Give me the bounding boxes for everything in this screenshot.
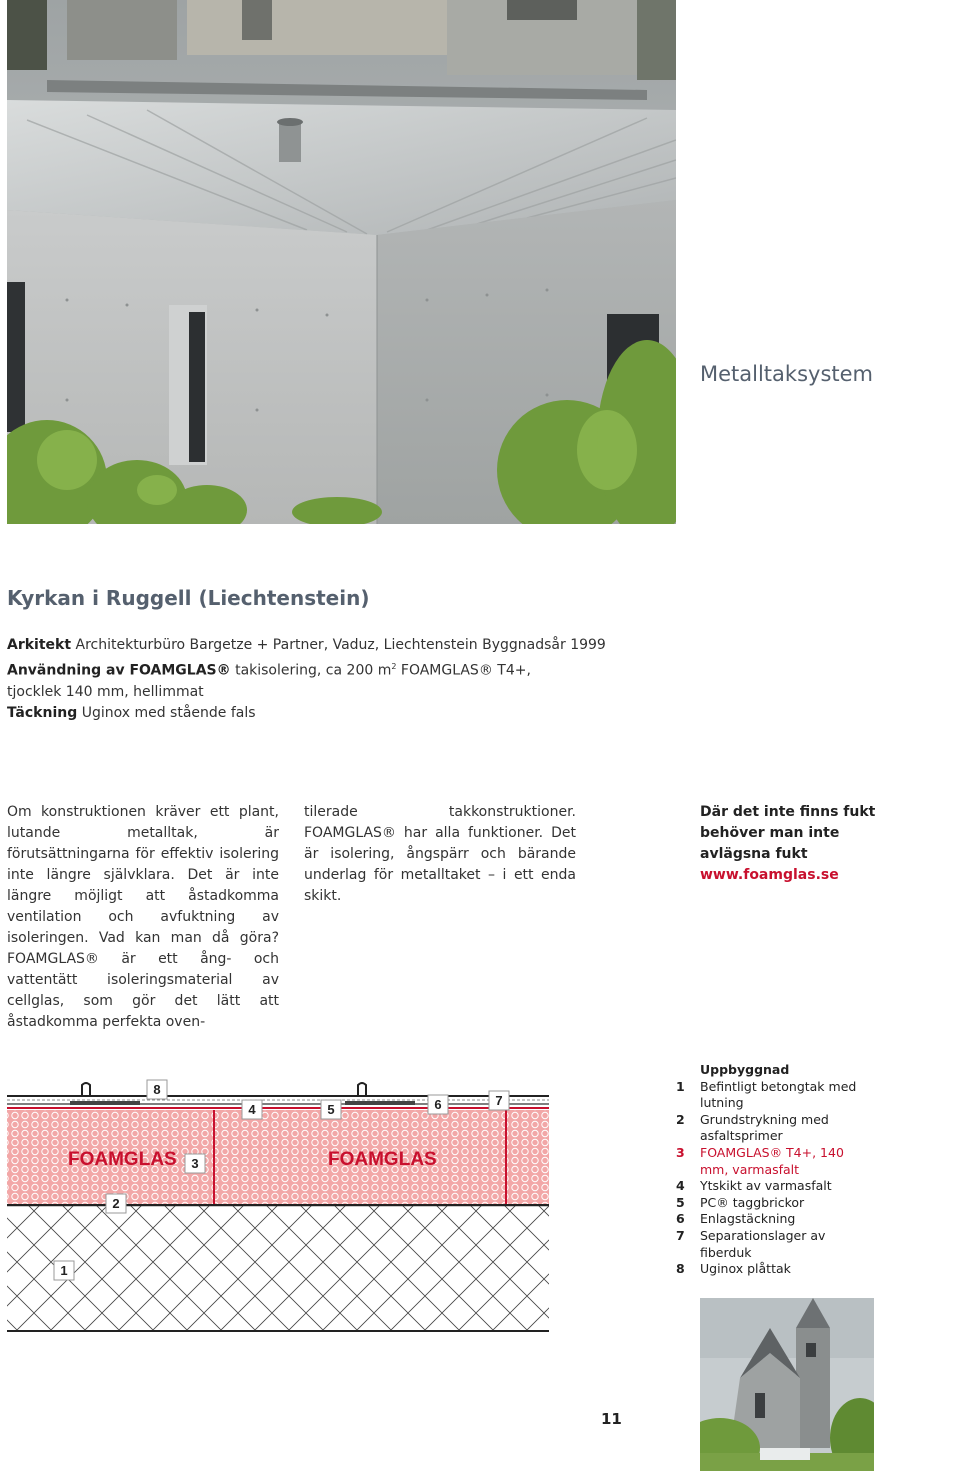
roof-section-svg — [0, 1075, 560, 1337]
legend-item-6: 6 Enlagstäckning — [676, 1211, 796, 1227]
project-specs — [7, 635, 647, 724]
church-photo-illustration — [700, 1298, 874, 1471]
svg-text:1: 1 — [60, 1263, 68, 1278]
legend — [676, 1062, 876, 1278]
legend-item-7: 7 Separationslager av fiberduk — [676, 1227, 826, 1260]
website-link[interactable]: www.foamglas.se — [700, 867, 839, 883]
marker-6 — [428, 1095, 448, 1114]
hero-photo — [7, 0, 676, 524]
project-title: Kyrkan i Ruggell (Liechtenstein) — [7, 586, 370, 610]
legend-item-1: 1 Befintligt betongtak med lutning — [676, 1078, 857, 1111]
section-title: Metalltaksystem — [700, 362, 873, 386]
marker-5 — [321, 1100, 341, 1119]
marker-2 — [106, 1194, 126, 1213]
marker-4 — [242, 1100, 262, 1119]
svg-text:5: 5 — [327, 1102, 335, 1117]
marker-7 — [489, 1091, 509, 1110]
church-photo — [700, 1298, 874, 1471]
svg-text:7: 7 — [495, 1093, 503, 1108]
legend-item-2: 2 Grundstrykning med asfaltsprimer — [676, 1111, 829, 1144]
standing-seam-right — [358, 1083, 366, 1096]
spec-line-covering: Täckning Uginox med stående fals — [7, 704, 256, 721]
marker-8 — [147, 1080, 167, 1099]
legend-item-3: 3 FOAMGLAS® T4+, 140 mm, varmasfalt — [676, 1144, 844, 1177]
brand-label-right: FOAMGLAS — [328, 1149, 437, 1170]
marker-1 — [54, 1261, 74, 1280]
spec-line-usage: Användning av FOAMGLAS® takisolering, ca 200 $m^2$ FOAMGLAS® T4+, — [7, 662, 531, 679]
svg-text:6: 6 — [434, 1097, 442, 1112]
spec-line-architect: Arkitekt Architekturbüro Bargetze + Partner, Vaduz, Liechtenstein Byggnadsår 1999 — [7, 637, 606, 653]
body-text-column-2: tilerade takkonstruktioner. FOAMGLAS® har alla funktioner. Det är isolering, ångspärr och bärande underlag för metalltaket – i ett enda skikt. — [304, 804, 576, 904]
spec-line-thickness: tjocklek 140 mm, hellimmat — [7, 683, 204, 700]
callout — [700, 802, 900, 886]
svg-text:3: 3 — [191, 1156, 199, 1171]
standing-seam-left — [82, 1083, 90, 1096]
legend-item-5: 5 PC® taggbrickor — [676, 1194, 805, 1210]
svg-text:2: 2 — [112, 1196, 120, 1211]
concrete-slab — [7, 1205, 549, 1331]
legend-title: Uppbyggnad — [700, 1062, 790, 1077]
callout-text: Där det inte finns fukt behöver man inte avlägsna fukt — [700, 804, 876, 862]
svg-text:4: 4 — [248, 1102, 256, 1117]
roof-section-diagram — [0, 1075, 560, 1337]
page-number: 11 — [601, 1410, 622, 1428]
body-text-column-1: Om konstruktionen kräver ett plant, lutande metalltak, är förutsättningarna för effektiv isolering inte längre självklara. Det är inte längre möjligt att åstadkomma ventilation och avfuktning av isoleringen. Vad kan man då göra? FOAMGLAS® är ett ång- och vattentätt isoleringsmaterial av cellglas, som gör det lätt att åstadkomma perfekta oven- — [7, 804, 279, 1030]
marker-3 — [185, 1154, 205, 1173]
legend-item-8: 8 Uginox plåttak — [676, 1261, 791, 1277]
svg-text:8: 8 — [153, 1082, 161, 1097]
legend-item-4: 4 Ytskikt av varmasfalt — [676, 1178, 832, 1194]
brand-label-left: FOAMGLAS — [68, 1149, 177, 1170]
building-photo-illustration — [7, 0, 676, 524]
